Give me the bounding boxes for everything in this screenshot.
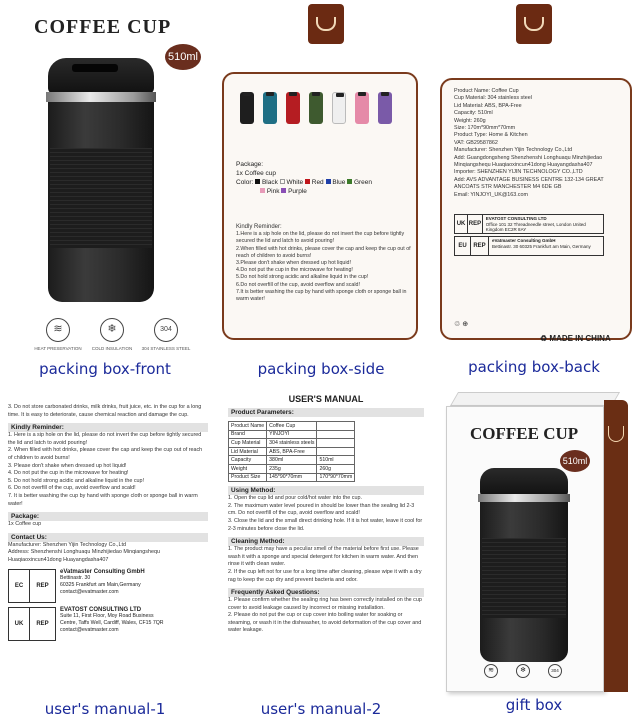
color-green: Green — [347, 179, 372, 186]
eu-rep-block: EU REP eVatmaster Consulting GmbH Bettinastr. 30 60325 Frankfurt am Main, Germany — [454, 236, 604, 256]
swatch-red — [286, 92, 300, 124]
feature-steel: 304 304 STAINLESS STEEL — [141, 318, 191, 351]
faq-list: 1. Please confirm whether the sealing ring has been correctly installed on the cup cover to avoid leakage caused by incorrect or missing installation. 2. Please do not put the cup or cup cover into boiling water for soaking or steaming, or wash it in the dishwasher, to avoid deformation of the cup cover and water leakage. — [228, 597, 422, 634]
manual2-title: USER'S MANUAL — [288, 394, 364, 404]
cleaning-list: 1. The product may have a peculiar smell of the material before first use. Please wash it with a sponge and special detergent for kitchen in warm water. And then rinse it with clean water. 2. If the cup left not for use for a long time after cleaning, please wipe it with a dry rag to keep the cup dry and prevent bacteria and odor. — [228, 546, 422, 583]
using-list: 1. Open the cup lid and pour cold/hot water into the cup. 2. The maximum water level poured in should be lower than the sealing lid 2-3 cm. Do not overfill of the cup, avoid overflow and scald! 3. Close the lid and the small direct drinking hole. If it is hot water, leave it cool for 2-3 minutes before close the lid. — [228, 495, 423, 532]
front-title: COFFEE CUP — [34, 16, 172, 38]
color-line: Color: Black White Red Blue Green — [236, 179, 373, 186]
gift-cup-illustration — [476, 468, 572, 664]
swatch-white — [332, 92, 346, 124]
steel-304-icon: 304 — [548, 664, 562, 678]
caption-manual2: user's manual-2 — [260, 700, 382, 718]
uk-rep-block: UK REP EVATOST CONSULTING LTD Office 101 32 Threadneedle street, London United Kingdom EC2R 8AY — [454, 214, 604, 234]
gift-box — [436, 392, 636, 696]
swatch-black — [240, 92, 254, 124]
cup-illustration — [42, 58, 160, 310]
steel-304-icon: 304 — [154, 318, 178, 342]
recycle-marks: ♲ ⊕ — [454, 321, 469, 328]
cup-lid-latch — [72, 64, 118, 72]
snowflake-icon: ❄ — [100, 318, 124, 342]
swatch-blue — [263, 92, 277, 124]
params-table: Product Name Coffee Cup Brand YINJOYI Cup Material 304 stainless steels Lid Material ABS, BPA-Free Capacity 380ml 510ml Weight 235g 260g Product Size 145*90*70mm 170*90*70mm — [228, 421, 355, 482]
heat-waves-icon: ≋ — [46, 318, 70, 342]
color-white: White — [280, 179, 303, 186]
coffee-logo-back — [516, 4, 552, 44]
recycle-icon: ♻ — [540, 334, 548, 343]
swatch-green — [309, 92, 323, 124]
gift-box-top — [450, 392, 620, 406]
gift-box-volume: 510ml — [560, 450, 590, 472]
heat-waves-icon: ≋ — [484, 664, 498, 678]
color-pink: Pink — [260, 188, 279, 195]
side-box — [222, 72, 418, 340]
cup-sleeve — [50, 148, 152, 248]
gift-feature-icons — [484, 664, 562, 678]
coffee-logo-side — [308, 4, 344, 44]
swatch-pink — [355, 92, 369, 124]
made-in-china: ♻ MADE IN CHINA — [540, 334, 611, 343]
caption-back: packing box-back — [468, 358, 600, 376]
volume-badge: 510ml — [165, 44, 201, 70]
swatch-purple — [378, 92, 392, 124]
color-black: Black — [255, 179, 278, 186]
gift-box-title: COFFEE CUP — [470, 424, 579, 443]
uk-rep-block-manual: UK REP EVATOST CONSULTING LTD Suite 11, First Floor, Moy Road Business Centre, Taffs Well, Cardiff, Wales, CF15 7QR contact@evatmaster.com — [8, 607, 208, 641]
gift-box-side — [604, 400, 628, 692]
caption-giftbox: gift box — [505, 696, 563, 714]
feature-row — [33, 318, 191, 351]
side-reminders: Kindly Reminder: 1.Here is a sip hole on the lid, please do not invert the cup before tightly secured the lid and latch to avoid pouring! 2.When filled with hot drinks, please cover the cap and keep the cup out of reach of children to avoid burns! 3.Please don't shake when dressed up hot liquid! 4.Do not put the cup in the microwave for heating! 5.Do not hold strong acidic and alkaline liquid in the cup! 6.Do not overfill of the cup, avoid overflow and scald! 7.It is better washing the cup by hand with sponge cloth or sponge ball in warm water! — [236, 224, 411, 303]
manual1: 3. Do not store carbonated drinks, milk drinks, fruit juice, etc. in the cup for a long time. It is easy to deteriorate, cause chemical reaction and damage the cup. Kindly Reminder: 1. Here is a sip hole on the lid, please do not invert the cup before tightly secured the lid and latch to avoid pouring! 2. When filled with hot drinks, please cover the cap and keep the cup out of reach of children to avoid burns! 3. Please don't shake when dressed up hot liquid! 4. Do not put the cup in the microwave for heating! 5. Do not hold strong acidic and alkaline liquid in the cup! 6. Do not overfill of the cup, avoid overflow and scald! 7. It is better washing the cup by hand with sponge cloth or sponge ball in warm water! Package: 1x Coffee cup Contact Us: Manufacturer: Shenzhen Yijin Technology Co.,Ltd Address: Shenzhenshi Longhuaqu Minzhijiedao Minqiangshequ Huaqiaoxincun41dong Huayangdasha407 EC REP eVatmaster Consulting GmbH Bettinastr. 30 60325 Frankfurt am Main,Germany contact@evatmaster.com UK REP EVATOST CONSULTING LTD Suite 11, First Floor, Moy Road Business Centre, Taffs Well, Cardiff, Wales, CF15 7QR contact@evatmaster.com — [8, 404, 208, 700]
swatch-row — [240, 92, 410, 129]
caption-front: packing box-front — [39, 360, 171, 378]
color-line-2 — [236, 187, 412, 196]
manual2: USER'S MANUAL Product Parameters: Product Name Coffee Cup Brand YINJOYI Cup Material 304 stainless steels Lid Material ABS, BPA-Free Capacity 380ml 510ml Weight 235g 260g Product Size 145*90*70mm 170*90*70mm Using Method: 1. Open the cup lid and pour cold/hot water into the cup. 2. The maximum water level poured in should be lower than the sealing lid 2-3 cm. Do not overfill of the cup, avoid overflow and scald! 3. Close the lid and the small direct drinking hole. If it is hot water, leave it cool for 2-3 minutes before close the lid. Cleaning Method: 1. The product may have a peculiar smell of the material before first use. Please wash it with a sponge and special detergent for kitchen in warm water. And then rinse it with clean water. 2. If the cup left not for use for a long time after cleaning, please wipe it with a dry rag to keep the cup dry and prevent bacteria and odor. Frequently Asked Questions: 1. Please confirm whether the sealing ring has been correctly installed on the cup cover to avoid leakage caused by incorrect or missing installation. 2. Please do not put the cup or cup cover into boiling water for soaking or steaming, or wash it in the dishwasher, to avoid deformation of the cup cover and water leakage. — [228, 394, 423, 634]
feature-cold: ❄ COLD INSULATION — [87, 318, 137, 351]
feature-heat: ≋ HEAT PRESERVATION — [33, 318, 83, 351]
ec-rep-block: EC REP eVatmaster Consulting GmbH Bettinastr. 30 60325 Frankfurt am Main,Germany contact@evatmaster.com — [8, 569, 208, 603]
caption-side: packing box-side — [257, 360, 385, 378]
gift-box-side-logo — [608, 426, 624, 442]
back-info: Product Name: Coffee Cup Cup Material: 304 stainless steel Lid Material: ABS, BPA-Free Capacity: 510ml Weight: 260g Size: 170m*90mm*70mm Product Type: Home & Kitchen VAT: GB29587862 Manufacturer: Shenzhen Yijin Technology Co.,Ltd Add: Guangdongsheng Shenzhenshi Longhuaqu Minzhijiedao Minqiangshequ Huaqiaoxincun41dong Huayangdasha407 Importer: SHENZHEN YIJIN TECHNOLOGY CO.,LTD Add: AVS ADVANTAGE BUSINESS CENTRE 132-134 GREAT ANCOATS STR MANCHESTER M4 6DE GB Email: YINJOYI_UK@163.com — [454, 88, 604, 198]
back-box — [440, 78, 632, 340]
caption-manual1: user's manual-1 — [44, 700, 166, 718]
snowflake-icon: ❄ — [516, 664, 530, 678]
package-block: Package: 1x Coffee cup Color: Black White Red Blue Green Pink Purple — [236, 160, 412, 196]
color-red: Red — [305, 179, 324, 186]
cup-steel-rim — [46, 92, 156, 102]
manual1-reminders: 1. Here is a sip hole on the lid, please do not invert the cup before tightly secured the lid and latch to avoid pouring! 2. When filled with hot drinks, please cover the cap and keep the cup out of reach of children to avoid burns! 3. Please don't shake when dressed up hot liquid! 4. Do not put the cup in the microwave for heating! 5. Do not hold strong acidic and alkaline liquid in the cup! 6. Do not overfill of the cup, avoid overflow and scald! 7. It is better washing the cup by hand with sponge cloth or sponge ball in warm water! — [8, 432, 203, 507]
color-purple: Purple — [281, 188, 307, 195]
color-blue: Blue — [326, 179, 346, 186]
front-panel — [0, 0, 210, 355]
